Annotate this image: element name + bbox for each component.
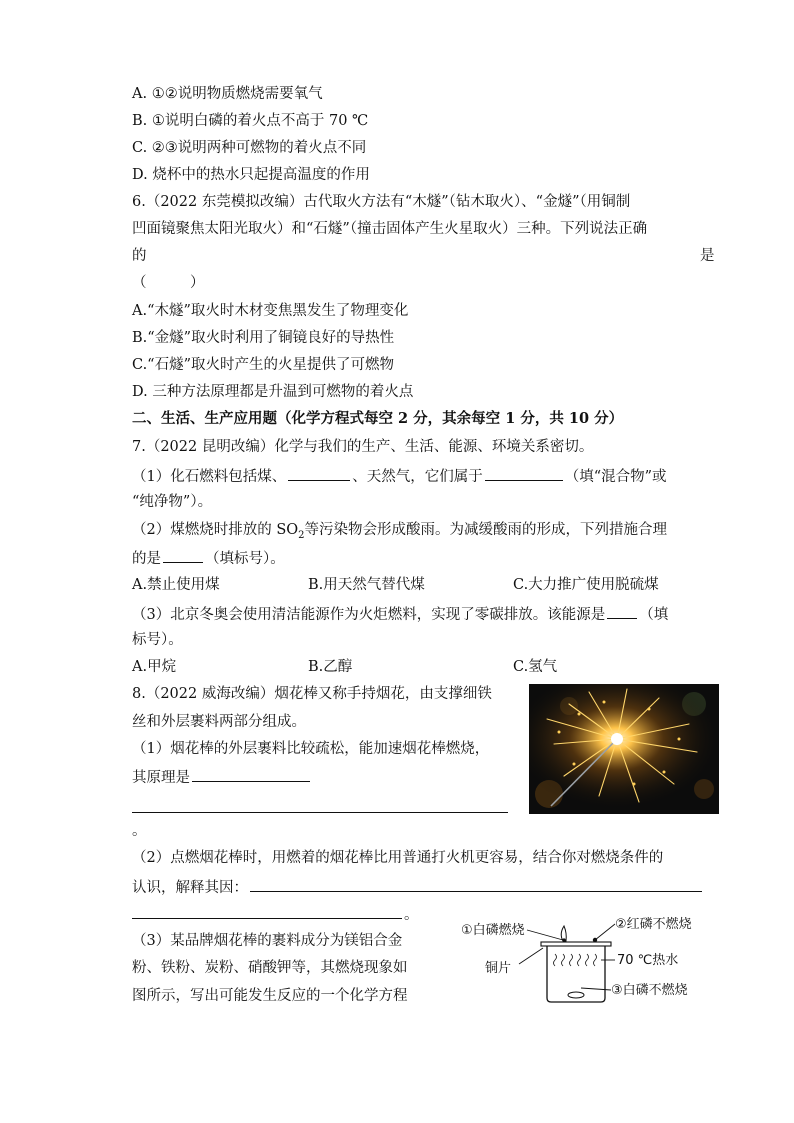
q8-part3-line3: 图所示，写出可能发生反应的一个化学方程 (132, 988, 408, 1004)
q8-part3-line1: （3）某品牌烟花棒的裹料成分为镁铝合金 (132, 933, 403, 949)
q8-part1-line1: （1）烟花棒的外层裹料比较疏松，能加速烟花棒燃烧， (132, 741, 490, 757)
q6-option-a: A.“木燧”取火时木材变焦黑发生了物理变化 (132, 303, 409, 319)
copper-sheet-icon (541, 942, 611, 946)
q6-option-c: C.“石燧”取火时产生的火星提供了可燃物 (132, 357, 395, 373)
q7-part1-text-a: （1）化石燃料包括煤、 (132, 469, 287, 485)
q6-option-b: B.“金燧”取火时利用了铜镜良好的导热性 (132, 330, 395, 346)
q8-part2-text-b: 认识，解释其因： (132, 880, 248, 896)
q8-part3-line2: 粉、铁粉、炭粉、硝酸钾等，其燃烧现象如 (132, 960, 408, 976)
q5-option-a: A. ①②说明物质燃烧需要氧气 (132, 86, 323, 102)
label-white-phosphorus-in-water: ③白磷不燃烧 (611, 983, 688, 998)
label-red-phosphorus-not-burning: ②红磷不燃烧 (615, 917, 692, 932)
q6-stem-line3-left: 的 (132, 248, 147, 264)
q7-part3-opt-a: A.甲烷 (132, 659, 177, 675)
q8-stem-line1: 8.（2022 威海改编）烟花棒又称手持烟花，由支撑细铁 (132, 686, 492, 702)
q7-part3-opt-c: C.氢气 (513, 659, 558, 675)
q7-part3-opt-b: B.乙醇 (308, 659, 353, 675)
q5-option-d: D. 烧杯中的热水只起提高温度的作用 (132, 167, 370, 183)
q7-blank-measure[interactable] (163, 547, 203, 563)
q6-stem-line2: 凹面镜聚焦太阳光取火）和“石燧”（撞击固体产生火星取火）三种。下列说法正确 (132, 221, 648, 237)
q7-part2-subscript: 2 (298, 529, 305, 541)
red-phosphorus-icon (593, 938, 597, 942)
q7-blank-fuel[interactable] (288, 465, 350, 481)
q8-stem-line2: 丝和外层裹料两部分组成。 (132, 714, 306, 730)
sparkler-photo (529, 684, 719, 814)
label-copper-sheet: 铜片 (485, 961, 512, 976)
q7-part2-opt-b: B.用天然气替代煤 (308, 577, 425, 593)
q8-part1-line2 (132, 766, 312, 788)
q7-part2-line2 (132, 547, 285, 569)
q7-part2-text-c: 的是 (132, 551, 161, 567)
q7-blank-mixture[interactable] (485, 465, 563, 481)
q6-stem-line1: 6.（2022 东莞模拟改编）古代取火方法有“木燧”（钻木取火）、“金燧”（用铜制 (132, 194, 631, 210)
q7-blank-energy[interactable] (607, 603, 637, 619)
q7-part2-text-b: 等污染物会形成酸雨。为减缓酸雨的形成，下列措施合理 (304, 522, 668, 538)
q7-part3-text-b: （填 (639, 607, 669, 623)
q7-part2-text-a: （2）煤燃烧时排放的 SO (132, 522, 299, 538)
q8-part2-line2 (132, 876, 704, 898)
q5-option-c: C. ②③说明两种可燃物的着火点不同 (132, 140, 367, 156)
q7-part2-text-d: （填标号）。 (205, 551, 285, 567)
q7-part3-line2: 标号）。 (132, 632, 183, 648)
q6-stem-line3-right: 是 (700, 248, 715, 264)
submerged-phosphorus-icon (568, 992, 584, 998)
q8-blank-reason[interactable] (250, 876, 702, 892)
combustion-apparatus-diagram (455, 912, 717, 1012)
q8-answer-line[interactable] (132, 812, 508, 813)
q8-part2-line3 (132, 903, 419, 925)
q7-part2-opt-c: C.大力推广使用脱硫煤 (513, 577, 659, 593)
q8-part1-end: 。 (132, 823, 147, 839)
q8-part2-end: 。 (404, 907, 419, 923)
q5-option-b: B. ①说明白磷的着火点不高于 70 ℃ (132, 113, 369, 129)
label-white-phosphorus-burning: ①白磷燃烧 (461, 923, 525, 938)
q6-answer-paren: （ ） (132, 275, 205, 291)
q6-option-d: D. 三种方法原理都是升温到可燃物的着火点 (132, 384, 414, 400)
label-hot-water: 70 ℃热水 (617, 953, 679, 968)
q8-part2-line1: （2）点燃烟花棒时，用燃着的烟花棒比用普通打火机更容易，结合你对燃烧条件的 (132, 850, 664, 866)
q8-blank-reason-cont[interactable] (132, 903, 402, 919)
section2-heading: 二、生活、生产应用题（化学方程式每空 2 分，其余每空 1 分，共 10 分） (132, 410, 624, 427)
q7-part1-text-b: 、天然气，它们属于 (352, 469, 483, 485)
q8-blank-principle[interactable] (192, 766, 310, 782)
q8-part1-text-b: 其原理是 (132, 770, 190, 786)
q7-stem: 7.（2022 昆明改编）化学与我们的生产、生活、能源、环境关系密切。 (132, 439, 594, 455)
q7-part1-line2: “纯净物”）。 (132, 494, 213, 510)
q7-part2 (132, 520, 667, 546)
q7-part1-text-c: （填“混合物”或 (564, 469, 667, 485)
hot-water-icon (554, 954, 597, 966)
q7-part3 (132, 603, 668, 625)
q7-part3-text-a: （3）北京冬奥会使用清洁能源作为火炬燃料，实现了零碳排放。该能源是 (132, 607, 606, 623)
q7-part1 (132, 465, 667, 487)
q7-part2-opt-a: A.禁止使用煤 (132, 577, 220, 593)
